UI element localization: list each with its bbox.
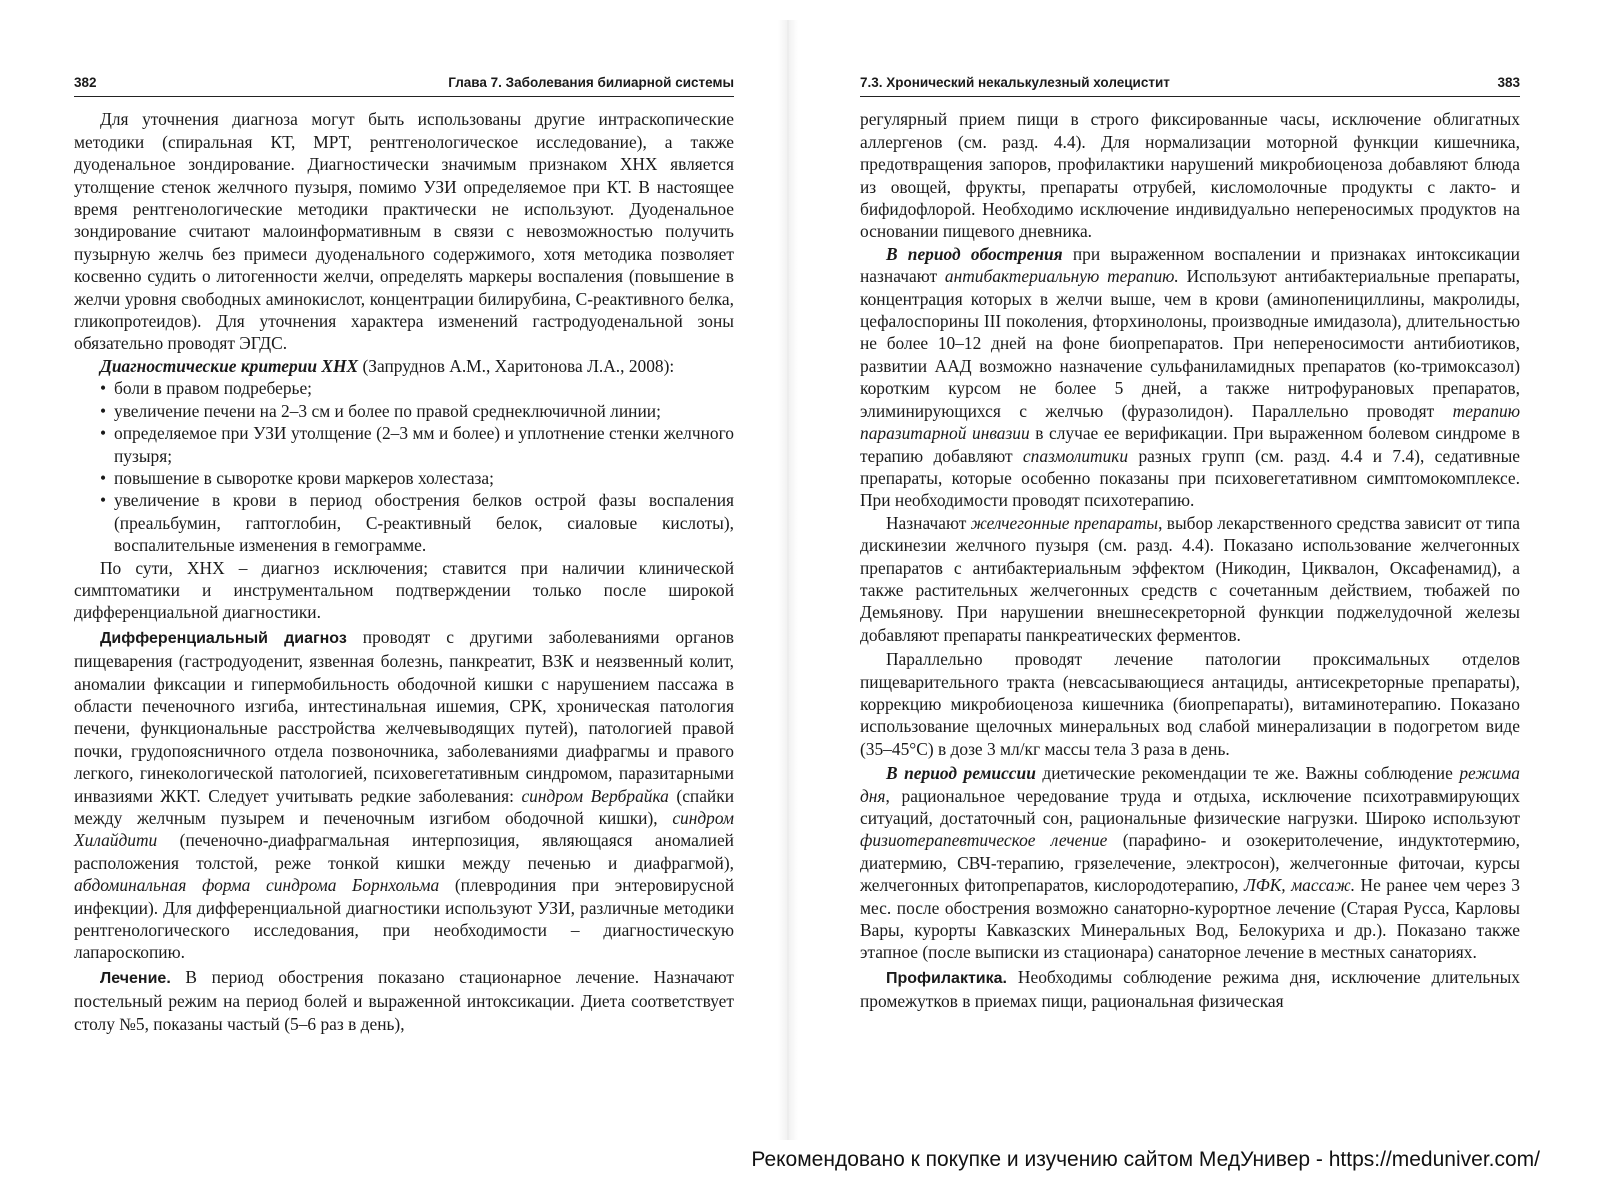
paragraph-parallel-treatment: Параллельно проводят лечение патологии проксимальных отделов пищеварительного тракта (невсасывающиеся антациды, антисекреторные препараты), коррекцию микробиоценоза кишечника (биопрепараты), витаминотерапию. Показано использование щелочных минеральных вод слабой минерализации в подогретом виде (35–45°С) в дозе 3 мл/кг массы тела 3 раза в день. (860, 649, 1520, 759)
italic-term: терапию паразитарной инвазии (860, 400, 1520, 444)
prevention-heading: Профилактика. (886, 969, 1007, 987)
paragraph-prevention (860, 966, 1520, 1013)
book-gutter (778, 20, 798, 1140)
paragraph-diagnostics: Для уточнения диагноза могут быть использованы другие интраскопические методики (спиральная КТ, МРТ, рентгенологическое исследование), а также дуоденальное зондирование. Диагностически значимым признаком ХНХ является утолщение стенок желчного пузыря, помимо УЗИ определяемое при КТ. В настоящее время рентгенологические методики практически не используют. Дуоденальное зондирование считают малоинформативным в связи с невозможностью получить пузырную желчь без примеси дуоденального содержимого, хотя методика позволяет косвенно судить о литогенности желчи, определять маркеры воспаления (повышение в желчи уровня свободных аминокислот, концентрации билирубина, С-реактивного белка, гликопротеидов). Для уточнения характера изменений гастродуоденальной зоны обязательно проводят ЭГДС. (74, 109, 734, 354)
text-run: Не ранее чем через 3 мес. после обострения возможно санаторно-курортное лечение (Старая Русса, Карловы Вары, курорты Кавказских Минеральных Вод, Белокуриха и др.). Показано также этапное (после выписки из стационара) санаторное лечение в местных санаториях. (860, 875, 1520, 963)
differential-heading: Дифференциальный диагноз (100, 629, 347, 647)
running-head (860, 72, 1520, 97)
text-run: разных групп (см. разд. 4.4 и 7.4), седативные препараты, которые особенно показаны при психовегетативном симптомокомплексе. При необходимости проводят психотерапию. (860, 445, 1520, 511)
page-number: 383 (1497, 75, 1520, 90)
paragraph-treatment (74, 966, 734, 1035)
text-run: , выбор лекарственного средства зависит от типа дискинезии желчного пузыря (см. разд. 4.4). Показано использование желчегонных препаратов с антибактериальным эффектом (Никодин, Циквалон, Оксафенамид), а также растительных желчегонных средств с сочетанным действием, тюбажей по Демьянову. При нарушении внешнесекреторной функции поджелудочной железы добавляют препараты панкреатических ферментов. (860, 512, 1520, 645)
text-run: Используют антибактериальные препараты, концентрация которых в желчи выше, чем в крови (аминопенициллины, макролиды, цефалоспорины III поколения, фторхинолоны, производные имидазола), длительностью не более 10–12 дней на фоне биопрепаратов. При непереносимости антибиотиков, развитии ААД возможно назначение сульфаниламидных препаратов (ко-тримоксазол) коротким курсом не более 5 дней, а также нитрофурановых препаратов, элиминирующихся с желчью (фуразолидон). Параллельно проводят (860, 266, 1520, 421)
remission-heading: В период ремиссии (886, 763, 1036, 784)
left-page (74, 72, 734, 1035)
italic-term: желчегонные препараты (970, 512, 1159, 533)
italic-term: абдоминальная форма синдрома Борнхольма (74, 875, 440, 896)
criteria-heading: Диагностические критерии ХНХ (100, 355, 359, 376)
list-item: • боли в правом подреберье; (100, 377, 734, 399)
text-run: Необходимы соблюдение режима дня, исключение длительных промежутков в приемах пищи, рациональная физическая (860, 966, 1520, 1012)
list-item: • увеличение в крови в период обострения белков острой фазы воспаления (преальбумин, гаптоглобин, С-реактивный белок, сиаловые кислоты), воспалительные изменения в гемограмме. (100, 489, 734, 556)
paragraph-exacerbation (860, 243, 1520, 512)
text-run: в случае ее верификации. При выраженном болевом синдроме в терапию добавляют (860, 423, 1520, 466)
paragraph-exclusion: По сути, ХНХ – диагноз исключения; ставится при наличии клинической симптоматики и инструментальном подтверждении только после широкой дифференциальной диагностики. (74, 557, 734, 623)
text-run: (плевродиния при энтеровирусной инфекции). Для дифференциальной диагностики используют УЗИ, различные методики рентгенологического исследования, при необходимости – диагностическую лапароскопию. (74, 875, 734, 963)
text-run: диетические рекомендации те же. Важны соблюдение (1035, 763, 1460, 784)
running-head (74, 72, 734, 97)
text-run: Назначают (886, 512, 971, 533)
text-run: (парафино- и озокеритолечение, индуктотермию, диатермию, СВЧ-терапию, грязелечение, электросон), желчегонные фиточаи, курсы желчегонных фитопрепаратов, кислородотерапию, (860, 830, 1520, 896)
italic-term: физиотерапевтическое лечение (860, 830, 1108, 851)
paragraph-diet: регулярный прием пищи в строго фиксированные часы, исключение облигатных аллергенов (см. разд. 4.4). Для нормализации моторной функции кишечника, предотвращения запоров, профилактики нарушений микробиоценоза добавляют блюда из овощей, фрукты, препараты отрубей, кисломолочные продукты с лакто- и бифидофлорой. Необходимо исключение индивидуально непереносимых продуктов на основании пищевого дневника. (860, 109, 1520, 242)
italic-term: спазмолитики (1022, 445, 1129, 466)
section-title: 7.3. Хронический некалькулезный холецистит (860, 75, 1170, 90)
chapter-title: Глава 7. Заболевания билиарной системы (448, 75, 734, 90)
paragraph-differential (74, 626, 734, 964)
italic-term: синдром Хилайдити (74, 808, 734, 851)
italic-term: антибактериальную терапию. (944, 266, 1179, 287)
criteria-list (74, 377, 734, 556)
exacerbation-heading: В период обострения (886, 243, 1063, 264)
treatment-heading: Лечение. (100, 969, 171, 987)
page-number: 382 (74, 75, 97, 90)
criteria-reference: (Запруднов А.М., Харитонова Л.А., 2008): (358, 355, 675, 376)
text-run: В период обострения показано стационарное лечение. Назначают постельный режим на период болей и выраженной интоксикации. Диета соответствует столу №5, показаны частый (5–6 раз в день), (74, 966, 734, 1034)
text-run: (печеночно-диафрагмальная интерпозиция, являющаяся аномалией расположения толстой, реже тонкой кишки между печенью и диафрагмой), (74, 830, 734, 873)
paragraph-choleretics (860, 512, 1520, 646)
italic-term: режима дня (860, 763, 1520, 806)
text-run: при выраженном воспалении и признаках интоксикации назначают (860, 243, 1520, 287)
italic-term: ЛФК, массаж. (1243, 875, 1356, 896)
list-item: • повышение в сыворотке крови маркеров холестаза; (100, 467, 734, 489)
italic-term: синдром Вербрайка (521, 785, 669, 806)
list-item: • увеличение печени на 2–3 см и более по правой среднеключичной линии; (100, 400, 734, 422)
list-item: • определяемое при УЗИ утолщение (2–3 мм и более) и уплотнение стенки желчного пузыря; (100, 422, 734, 467)
text-run: , рациональное чередование труда и отдыха, исключение психотравмирующих ситуаций, достаточный сон, рациональные физические нагрузки. Широко используют (860, 785, 1520, 828)
paragraph-remission (860, 762, 1520, 964)
site-watermark: Рекомендовано к покупке и изучению сайтом МедУнивер - https://meduniver.com/ (751, 1148, 1540, 1171)
right-page (860, 72, 1520, 1013)
text-run: проводят с другими заболеваниями органов пищеварения (гастродуоденит, язвенная болезнь, панкреатит, ВЗК и неязвенный колит, аномалии фиксации и гипермобильность ободочной кишки с нарушением пассажа в области печеночного изгиба, интестинальная ишемия, СРК, хроническая патология печени, функциональные расстройства желчевыводящих путей), патологией правой почки, грудопоясничного отдела позвоночника, заболеваниями диафрагмы и правого легкого, гинекологической патологией, психовегетативным синдромом, паразитарными инвазиями ЖКТ. Следует учитывать редкие заболевания: (74, 626, 735, 806)
text-run: (спайки между желчным пузырем и печеночным изгибом ободочной кишки), (74, 785, 734, 828)
paragraph-criteria-intro (74, 355, 734, 377)
